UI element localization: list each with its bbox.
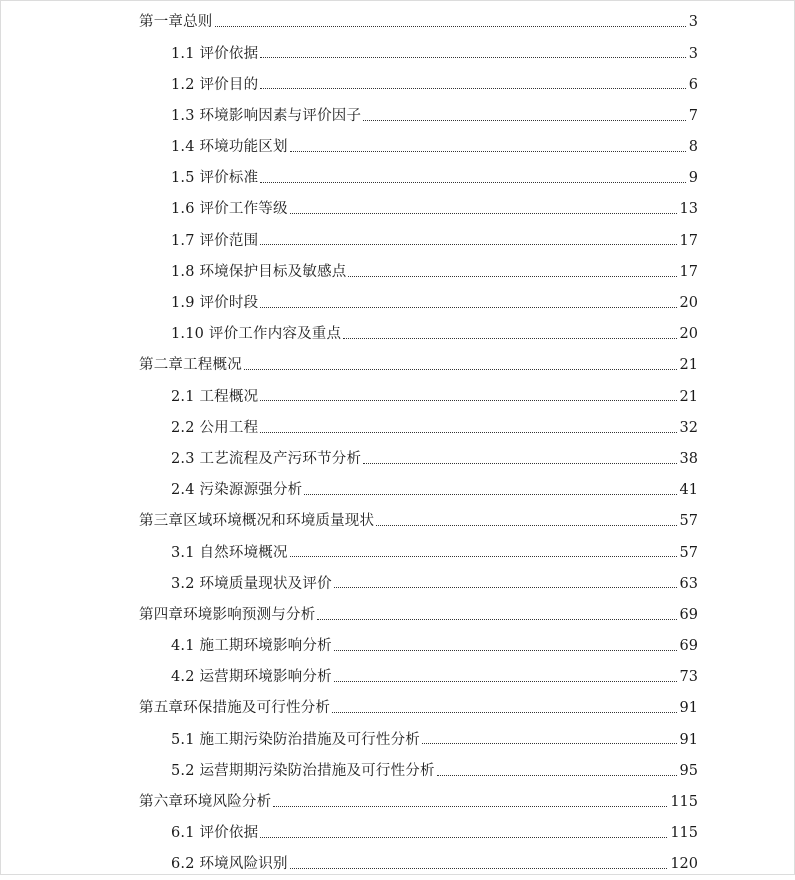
toc-entry-page: 3 xyxy=(688,45,698,62)
toc-entry-page: 32 xyxy=(679,419,698,436)
toc-entry-title: 6.2 环境风险识别 xyxy=(171,856,288,873)
toc-entry-title: 2.1 工程概况 xyxy=(171,388,259,405)
toc-leader-dots xyxy=(260,837,667,838)
toc-entry-title: 第五章环保措施及可行性分析 xyxy=(139,700,331,717)
toc-section-5-1[interactable] xyxy=(0,724,795,755)
toc-entry-page: 41 xyxy=(679,482,698,499)
toc-entry-title: 1.10 评价工作内容及重点 xyxy=(171,326,342,343)
toc-leader-dots xyxy=(376,525,676,526)
toc-section-6-2[interactable] xyxy=(0,849,795,880)
toc-chapter-5[interactable] xyxy=(0,693,795,724)
toc-entry-page: 115 xyxy=(670,825,698,842)
toc-entry-page: 73 xyxy=(679,669,698,686)
toc-entry-title: 第一章总则 xyxy=(139,14,213,31)
toc-entry-page: 63 xyxy=(679,575,698,592)
toc-leader-dots xyxy=(304,494,676,495)
toc-leader-dots xyxy=(437,775,677,776)
toc-entry-title: 2.3 工艺流程及产污环节分析 xyxy=(171,450,362,467)
toc-entry-title: 第二章工程概况 xyxy=(139,357,242,374)
toc-leader-dots xyxy=(260,182,685,183)
toc-section-2-3[interactable] xyxy=(0,444,795,475)
toc-section-1-5[interactable] xyxy=(0,163,795,194)
toc-section-1-6[interactable] xyxy=(0,194,795,225)
toc-section-2-4[interactable] xyxy=(0,475,795,506)
toc-entry-page: 20 xyxy=(679,326,698,343)
toc-entry-title: 1.6 评价工作等级 xyxy=(171,201,288,218)
toc-section-1-2[interactable] xyxy=(0,69,795,100)
toc-entry-page: 38 xyxy=(679,450,698,467)
toc-entry-page: 57 xyxy=(679,513,698,530)
toc-leader-dots xyxy=(332,712,676,713)
toc-entry-title: 第三章区域环境概况和环境质量现状 xyxy=(139,513,375,530)
toc-chapter-4[interactable] xyxy=(0,600,795,631)
toc-leader-dots xyxy=(363,120,686,121)
toc-entry-title: 4.2 运营期环境影响分析 xyxy=(171,669,332,686)
toc-entry-title: 1.5 评价标准 xyxy=(171,170,259,187)
toc-entry-title: 5.1 施工期污染防治措施及可行性分析 xyxy=(171,731,420,748)
toc-section-3-1[interactable] xyxy=(0,537,795,568)
toc-section-1-10[interactable] xyxy=(0,319,795,350)
toc-leader-dots xyxy=(260,244,676,245)
toc-entry-page: 21 xyxy=(679,388,698,405)
toc-entry-title: 1.4 环境功能区划 xyxy=(171,139,288,156)
toc-leader-dots xyxy=(363,463,676,464)
toc-leader-dots xyxy=(290,868,668,869)
toc-leader-dots xyxy=(215,26,686,27)
toc-entry-page: 6 xyxy=(688,76,698,93)
toc-entry-title: 1.9 评价时段 xyxy=(171,295,259,312)
toc-leader-dots xyxy=(260,432,676,433)
toc-entry-page: 91 xyxy=(679,731,698,748)
toc-entry-title: 1.7 评价范围 xyxy=(171,232,259,249)
toc-leader-dots xyxy=(260,88,685,89)
toc-leader-dots xyxy=(334,587,677,588)
toc-entry-page: 7 xyxy=(688,107,698,124)
toc-section-1-9[interactable] xyxy=(0,288,795,319)
toc-leader-dots xyxy=(317,619,676,620)
toc-section-3-2[interactable] xyxy=(0,568,795,599)
toc-leader-dots xyxy=(290,151,686,152)
toc-entry-title: 1.3 环境影响因素与评价因子 xyxy=(171,107,362,124)
toc-section-5-2[interactable] xyxy=(0,756,795,787)
toc-section-1-4[interactable] xyxy=(0,132,795,163)
toc-chapter-6[interactable] xyxy=(0,787,795,818)
toc-leader-dots xyxy=(348,276,676,277)
toc-leader-dots xyxy=(422,743,677,744)
toc-chapter-1[interactable] xyxy=(0,7,795,38)
toc-section-2-2[interactable] xyxy=(0,412,795,443)
toc-section-1-1[interactable] xyxy=(0,38,795,69)
toc-entry-title: 2.4 污染源源强分析 xyxy=(171,482,303,499)
toc-section-1-8[interactable] xyxy=(0,257,795,288)
toc-section-1-3[interactable] xyxy=(0,101,795,132)
toc-entry-page: 95 xyxy=(679,762,698,779)
toc-entry-page: 69 xyxy=(679,606,698,623)
toc-entry-title: 第六章环境风险分析 xyxy=(139,794,272,811)
toc-entry-title: 4.1 施工期环境影响分析 xyxy=(171,638,332,655)
toc-entry-title: 1.1 评价依据 xyxy=(171,45,259,62)
toc-section-6-1[interactable] xyxy=(0,818,795,849)
toc-entry-title: 6.1 评价依据 xyxy=(171,825,259,842)
toc-chapter-3[interactable] xyxy=(0,506,795,537)
toc-leader-dots xyxy=(334,681,677,682)
toc-entry-page: 20 xyxy=(679,295,698,312)
toc-entry-page: 8 xyxy=(688,139,698,156)
toc-leader-dots xyxy=(343,338,676,339)
toc-section-1-7[interactable] xyxy=(0,225,795,256)
toc-entry-page: 115 xyxy=(670,794,698,811)
toc-leader-dots xyxy=(260,57,685,58)
toc-section-4-2[interactable] xyxy=(0,662,795,693)
toc-entry-title: 1.2 评价目的 xyxy=(171,76,259,93)
toc-entry-page: 3 xyxy=(688,14,698,31)
toc-section-2-1[interactable] xyxy=(0,381,795,412)
toc-chapter-2[interactable] xyxy=(0,350,795,381)
toc-entry-page: 13 xyxy=(679,201,698,218)
toc-entry-page: 69 xyxy=(679,638,698,655)
toc-leader-dots xyxy=(260,307,676,308)
toc-entry-page: 91 xyxy=(679,700,698,717)
toc-entry-page: 17 xyxy=(679,263,698,280)
toc-leader-dots xyxy=(273,806,667,807)
toc-entry-title: 3.2 环境质量现状及评价 xyxy=(171,575,332,592)
toc-entry-page: 17 xyxy=(679,232,698,249)
toc-entry-page: 120 xyxy=(670,856,698,873)
table-of-contents xyxy=(0,7,795,880)
toc-entry-title: 第四章环境影响预测与分析 xyxy=(139,606,316,623)
toc-leader-dots xyxy=(290,213,677,214)
toc-leader-dots xyxy=(290,556,677,557)
toc-leader-dots xyxy=(260,400,676,401)
toc-leader-dots xyxy=(244,369,677,370)
toc-entry-title: 1.8 环境保护目标及敏感点 xyxy=(171,263,347,280)
toc-leader-dots xyxy=(334,650,677,651)
toc-entry-page: 21 xyxy=(679,357,698,374)
toc-entry-title: 2.2 公用工程 xyxy=(171,419,259,436)
toc-entry-page: 57 xyxy=(679,544,698,561)
toc-section-4-1[interactable] xyxy=(0,631,795,662)
toc-entry-page: 9 xyxy=(688,170,698,187)
toc-entry-title: 5.2 运营期期污染防治措施及可行性分析 xyxy=(171,762,435,779)
toc-entry-title: 3.1 自然环境概况 xyxy=(171,544,288,561)
